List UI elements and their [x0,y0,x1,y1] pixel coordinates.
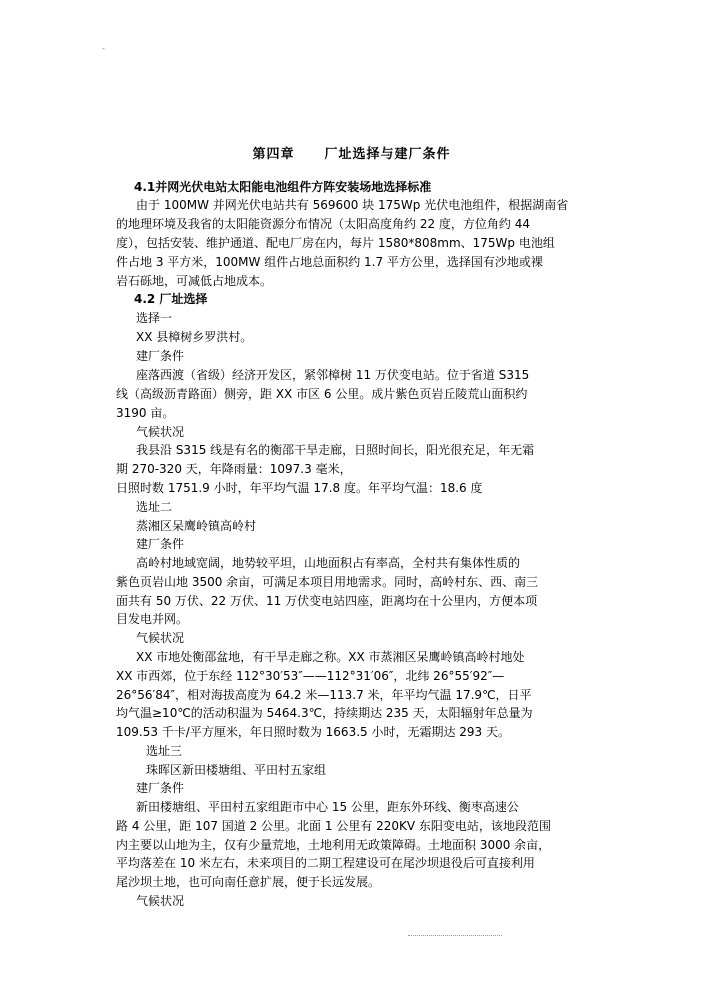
site2-climate-line: XX 市地处衡邵盆地，有干旱走廊之称。XX 市蒸湘区呆鹰岭镇高岭村地处 [136,650,525,664]
site3-label: 选址三 [146,744,183,758]
site1-conditions-line: 线（高级沥青路面）侧旁，距 XX 市区 6 公里。成片紫色页岩丘陵荒山面积约 [116,387,528,401]
site3-conditions-line: 内主要以山地为主，仅有少量荒地，土地利用无政策障碍。土地面积 3000 余亩， [116,838,551,852]
site2-climate-line: 26°56′84″，相对海拔高度为 64.2 米—113.7 米，年平均气温 17.9℃，日平 [116,688,532,702]
corner-mark: - [102,44,105,53]
site1-climate-line: 我县沿 S315 线是有名的衡邵干旱走廊，日照时间长，阳光很充足，年无霜 [136,443,535,457]
site3-climate-label: 气候状况 [136,894,185,908]
site1-location: XX 县樟树乡罗洪村。 [136,330,253,344]
site2-climate-line: XX 市西郊，位于东经 112°30′53″——112°31′06″，北纬 26°55′92″— [116,669,505,683]
section-4-2-heading: 4.2 厂址选择 [134,292,208,306]
site3-conditions-line: 路 4 公里，距 107 国道 2 公里。北面 1 公里有 220KV 东阳变电站，该地段范围 [116,819,551,833]
site1-label: 选择一 [136,311,173,325]
site2-conditions-label: 建厂条件 [136,537,185,551]
site2-location: 蒸湘区呆鹰岭镇高岭村 [136,519,257,533]
site2-conditions-line: 高岭村地域宽阔，地势较平坦，山地面积占有率高，全村共有集体性质的 [136,556,521,570]
site2-climate-line: 均气温≥10℃的活动积温为 5464.3℃，持续期达 235 天，太阳辐射年总量为 [116,706,533,720]
paragraph-line: 岩石砾地，可减低占地成本。 [116,274,273,288]
paragraph-line: 由于 100MW 并网光伏电站共有 569600 块 175Wp 光伏电池组件，根据湖南省 [136,198,569,212]
site2-climate-line: 109.53 千卡/平方厘米，年日照时数为 1663.5 小时，无霜期达 293 天。 [116,725,510,739]
paragraph-line: 度），包括安装、维护通道、配电厂房在内，每片 1580*808mm、175Wp 电池组 [116,236,555,250]
chapter-number: 第四章 [252,147,295,162]
site1-conditions-line: 座落西渡（省级）经济开发区，紧邻樟树 11 万伏变电站。位于省道 S315 [136,368,530,382]
chapter-title-text: 厂址选择与建厂条件 [324,147,451,162]
site1-climate-line: 期 270-320 天，年降雨量：1097.3 毫米， [116,462,352,476]
site3-conditions-line: 新田楼塘组、平田村五家组距市中心 15 公里，距东外环线、衡枣高速公 [136,800,519,814]
paragraph-line: 的地理环境及我省的太阳能资源分布情况（太阳高度角约 22 度，方位角约 44 [116,217,530,231]
site3-conditions-label: 建厂条件 [136,781,185,795]
site3-conditions-line: 平均落差在 10 米左右，未来项目的二期工程建设可在尾沙坝退役后可直接利用 [116,856,535,870]
site3-location: 珠晖区新田楼塘组、平田村五家组 [146,763,327,777]
chapter-title [0,143,703,162]
site1-conditions-line: 3190 亩。 [116,406,175,420]
site2-label: 选址二 [136,500,173,514]
paragraph-line: 件占地 3 平方米，100MW 组件占地总面积约 1.7 平方公里，选择国有沙地或裸 [116,255,543,269]
site2-climate-label: 气候状况 [136,631,185,645]
site1-climate-line: 日照时数 1751.9 小时，年平均气温 17.8 度。年平均气温：18.6 度 [116,481,483,495]
site2-conditions-line: 面共有 50 万伏、22 万伏、11 万伏变电站四座，距离均在十公里内，方便本项 [116,594,538,608]
site3-conditions-line: 尾沙坝土地，也可向南任意扩展，便于长远发展。 [116,875,381,889]
footer-rule [408,935,502,936]
site1-climate-label: 气候状况 [136,425,185,439]
site1-conditions-label: 建厂条件 [136,349,185,363]
site2-conditions-line: 目发电并网。 [116,612,189,626]
site2-conditions-line: 紫色页岩山地 3500 余亩，可满足本项目用地需求。同时，高岭村东、西、南三 [116,575,539,589]
section-4-1-heading: 4.1并网光伏电站太阳能电池组件方阵安装场地选择标准 [134,180,432,194]
